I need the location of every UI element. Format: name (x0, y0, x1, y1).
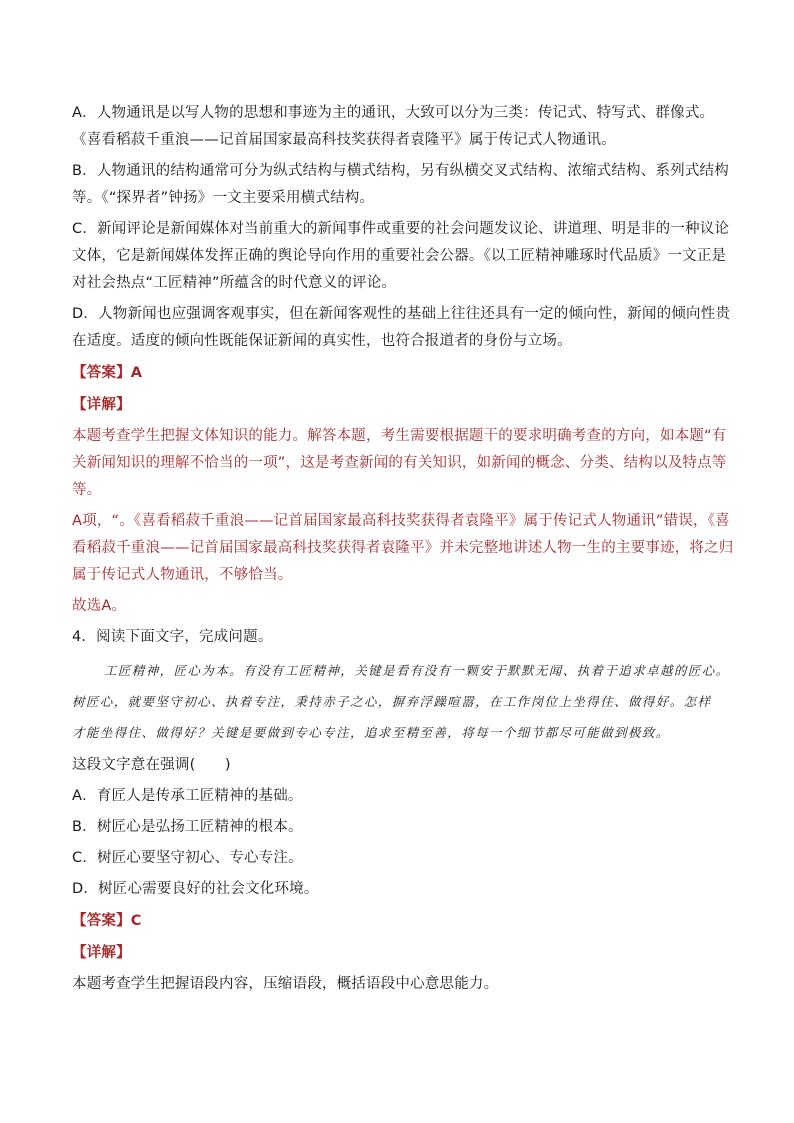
q3-detail-label: 【详解】 (72, 397, 131, 413)
q4-option-a: A．育匠人是传承工匠精神的基础。 (72, 788, 303, 804)
q4-option-b: B．树匠心是弘扬工匠精神的根本。 (72, 819, 303, 835)
q3-detail-text-1: 本题考查学生把握文体知识的能力。解答本题，考生需要根据题干的要求明确考查的方向，如本题“有关新闻知识的理解不恰当的一项”，这是考查新闻的有关知识，如新闻的概念、分类、结构以及特点等等。 (72, 428, 727, 498)
q3-option-d: D．人物新闻也应强调客观事实，但在新闻客观性的基础上往往还具有一定的倾向性，新闻的倾向性贵在适度。适度的倾向性既能保证新闻的真实性，也符合报道者的身份与立场。 (72, 306, 731, 349)
q3-choice: 故选A。 (72, 598, 127, 614)
q3-detail-text-2: A项，“。《喜看稻菽千重浪——记首届国家最高科技奖获得者袁隆平》属于传记式人物通讯”错误，《喜看稻菽千重浪——记首届国家最高科技奖获得者袁隆平》并未完整地讲述人物一生的主要事迹，将之归属于传记式人物通讯，不够恰当。 (72, 513, 734, 583)
q4-title: 4．阅读下面文字，完成问题。 (72, 629, 273, 645)
q4-passage-line-1: 工匠精神，匠心为本。有没有工匠精神，关键是看有没有一颗安于默默无闻、执着于追求卓越的匠心。 (104, 663, 730, 678)
q3-option-a: A．人物通讯是以写人物的思想和事迹为主的通讯，大致可以分为三类：传记式、特写式、群像式。《喜看稻菽千重浪——记首届国家最高科技奖获得者袁隆平》属于传记式人物通讯。 (72, 105, 715, 148)
q4-answer: 【答案】C (72, 913, 142, 929)
q4-passage-line-3: 才能坐得住、做得好？关键是要做到专心专注，追求至精至善，将每一个细节都尽可能做到极致。 (72, 725, 670, 740)
q4-option-d: D．树匠心需要良好的社会文化环境。 (72, 881, 319, 897)
q4-stem: 这段文字意在强调( ) (72, 757, 231, 773)
q4-option-c: C．树匠心要坚守初心、专心专注。 (72, 850, 303, 866)
q3-option-c: C．新闻评论是新闻媒体对当前重大的新闻事件或重要的社会问题发议论、讲道理、明是非的一种议论文体，它是新闻媒体发挥正确的舆论导向作用的重要社会公器。《以工匠精神雕琢时代品质》一文正是对社会热点“工匠精神”所蕴含的时代意义的评论。 (72, 221, 730, 291)
q4-passage (72, 655, 734, 748)
q3-answer: 【答案】A (72, 365, 143, 381)
q4-detail-label: 【详解】 (72, 945, 131, 961)
q3-option-b: B．人物通讯的结构通常可分为纵式结构与横式结构，另有纵横交叉式结构、浓缩式结构、系列式结构等。《“探界者”钟扬》一文主要采用横式结构。 (72, 163, 729, 206)
q4-detail-text-1: 本题考查学生把握语段内容，压缩语段，概括语段中心意思能力。 (72, 976, 499, 992)
q4-passage-line-2: 树匠心，就要坚守初心、执着专注，秉持赤子之心，摒弃浮躁喧嚣，在工作岗位上坐得住、做得好。怎样 (72, 694, 712, 709)
document-body (72, 100, 734, 1002)
